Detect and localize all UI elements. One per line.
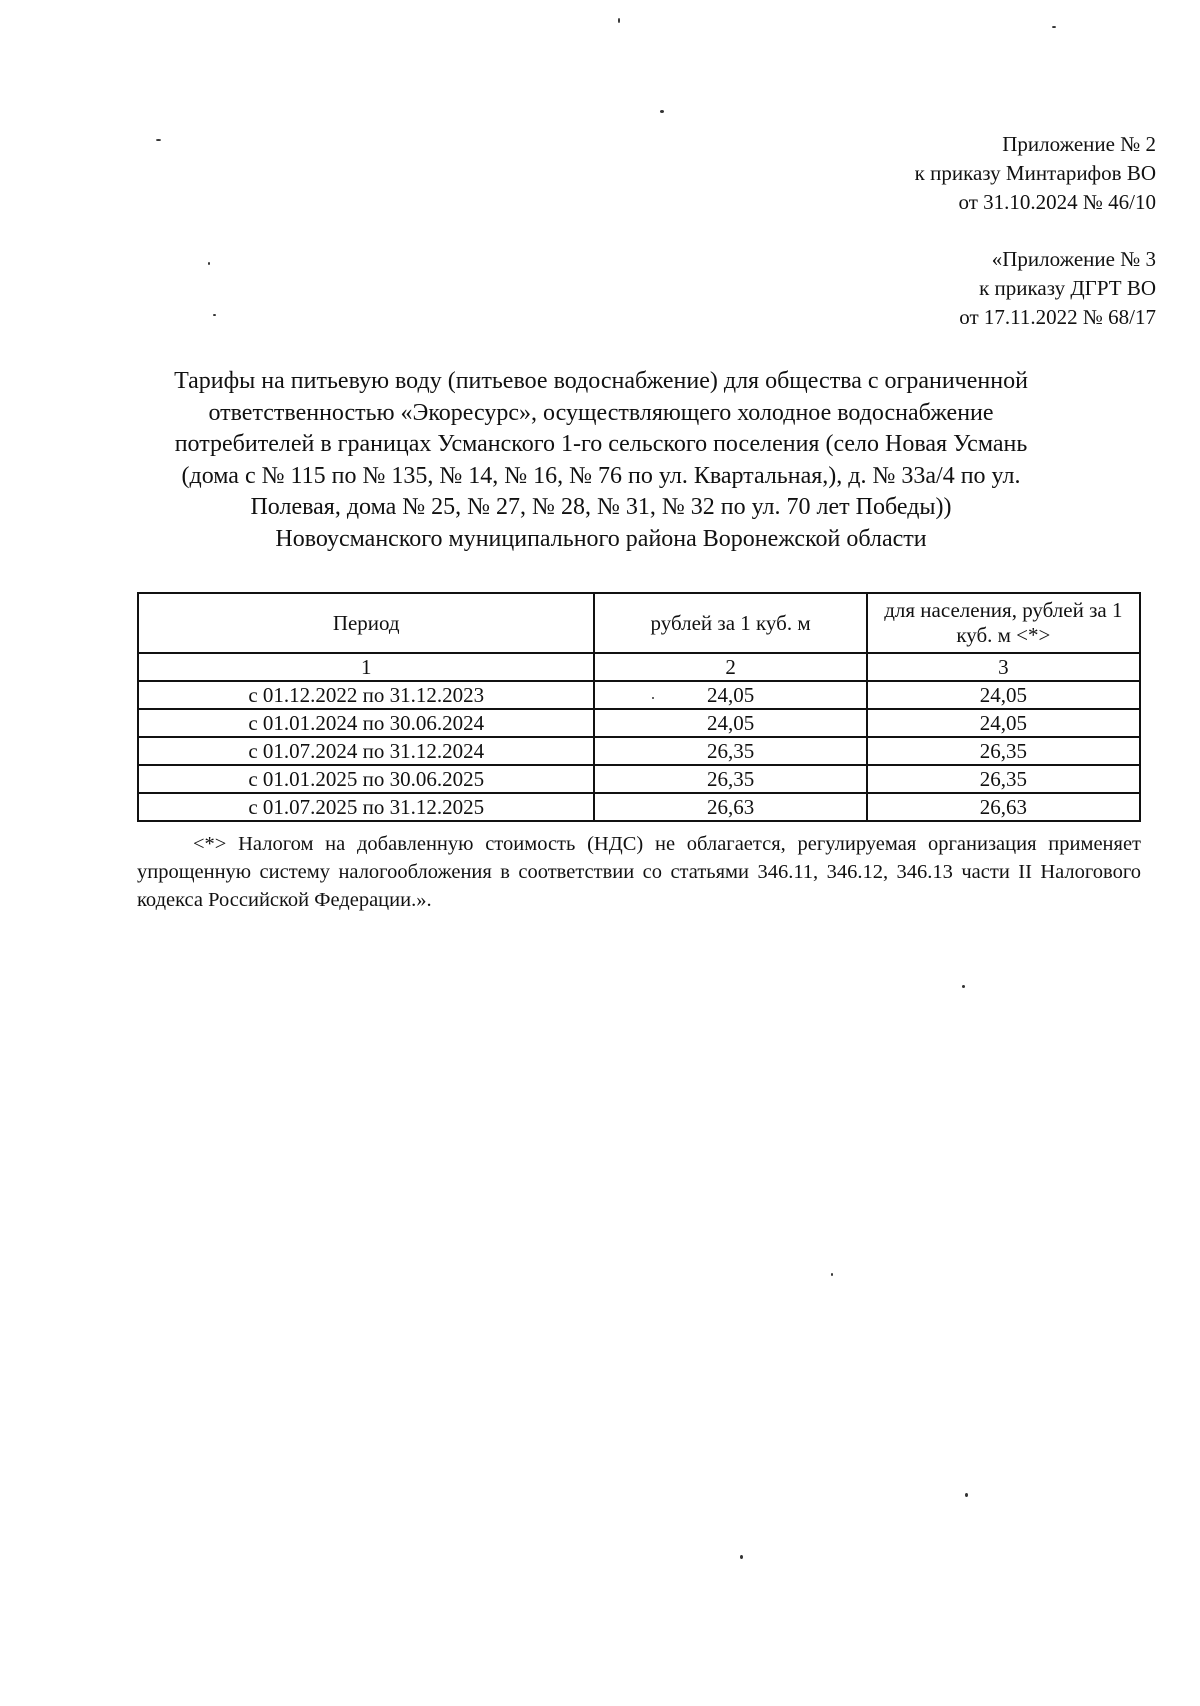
appendix-order-date: от 31.10.2024 № 46/10 [958, 190, 1156, 214]
table-row [138, 709, 1140, 737]
cell-rub: 26,35 [594, 737, 866, 765]
cell-rub: 24,05 [594, 681, 866, 709]
cell-period: с 01.07.2024 по 31.12.2024 [138, 737, 594, 765]
title-line: Тарифы на питьевую воду (питьевое водоснабжение) для общества с ограниченной [174, 368, 1028, 394]
cell-period: с 01.07.2025 по 31.12.2025 [138, 793, 594, 821]
title-line: ответственностью «Экоресурс», осуществляющего холодное водоснабжение [208, 399, 994, 426]
table-header-row [138, 593, 1140, 653]
table-row [138, 793, 1140, 821]
amended-appendix-header [959, 245, 1156, 332]
scan-speck [831, 1273, 833, 1276]
scan-speck [652, 697, 654, 699]
tariff-table [137, 592, 1141, 822]
cell-population: 24,05 [867, 709, 1140, 737]
cell-period: с 01.01.2024 по 30.06.2024 [138, 709, 594, 737]
cell-rub: 26,35 [594, 765, 866, 793]
table-column-numbers-row [138, 653, 1140, 681]
cell-rub: 24,05 [594, 709, 866, 737]
amended-appendix-number: «Приложение № 3 [991, 247, 1156, 271]
amended-appendix-order-ref: к приказу ДГРТ ВО [979, 276, 1156, 300]
scan-speck [660, 110, 664, 113]
cell-population: 26,35 [867, 765, 1140, 793]
document-title [120, 366, 1082, 555]
cell-population: 26,35 [867, 737, 1140, 765]
appendix-header [915, 130, 1156, 217]
column-number: 3 [867, 653, 1140, 681]
header-rub-per-m3: рублей за 1 куб. м [594, 593, 866, 653]
title-line: потребителей в границах Усманского 1-го сельского поселения (село Новая Усмань [174, 431, 1028, 457]
title-line: (дома с № 115 по № 135, № 14, № 16, № 76 по ул. Квартальная,), д. № 33а/4 по ул. [181, 462, 1021, 489]
scan-speck [156, 139, 161, 141]
scan-speck [213, 314, 216, 316]
column-number: 2 [594, 653, 866, 681]
cell-population: 26,63 [867, 793, 1140, 821]
cell-period: с 01.01.2025 по 30.06.2025 [138, 765, 594, 793]
appendix-order-ref: к приказу Минтарифов ВО [914, 161, 1156, 185]
cell-rub: 26,63 [594, 793, 866, 821]
header-population-rub-per-m3: для населения, рублей за 1 куб. м <*> [867, 593, 1140, 653]
scan-speck [740, 1555, 743, 1559]
scan-speck [208, 262, 210, 265]
title-line: Новоусманского муниципального района Воронежской области [275, 525, 927, 552]
table-row [138, 681, 1140, 709]
scan-speck [1052, 26, 1056, 28]
scan-speck [965, 1493, 968, 1497]
scan-speck [618, 18, 620, 23]
cell-population: 24,05 [867, 681, 1140, 709]
amended-appendix-order-date: от 17.11.2022 № 68/17 [959, 305, 1156, 329]
table-row [138, 765, 1140, 793]
column-number: 1 [138, 653, 594, 681]
title-line: Полевая, дома № 25, № 27, № 28, № 31, № 32 по ул. 70 лет Победы)) [250, 494, 952, 520]
appendix-number: Приложение № 2 [1002, 132, 1156, 156]
scan-speck [962, 985, 965, 988]
table-row [138, 737, 1140, 765]
footnote: <*> Налогом на добавленную стоимость (НДС) не облагается, регулируемая организация применяет упрощенную систему налогообложения в соответствии со статьями 346.11, 346.12, 346.13 части II Налогового кодекса Российской Федерации.». [137, 833, 1141, 911]
header-period: Период [138, 593, 594, 653]
cell-period: с 01.12.2022 по 31.12.2023 [138, 681, 594, 709]
